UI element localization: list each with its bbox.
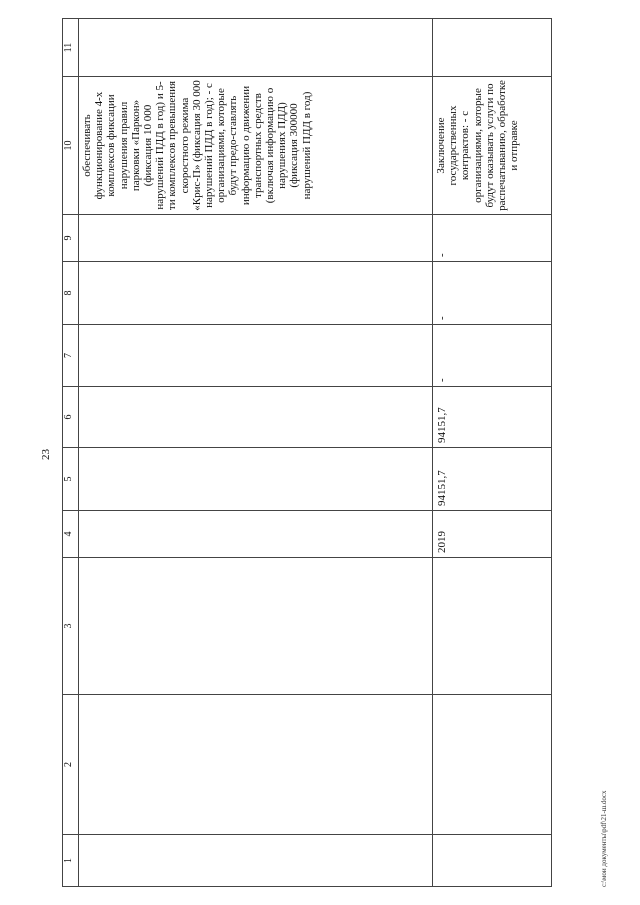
row2-total: 94151,7 (436, 470, 448, 506)
table-row (433, 19, 552, 887)
row1-cell-11 (79, 19, 433, 77)
row1-cell-1 (79, 835, 433, 887)
row1-cell-9 (79, 215, 433, 262)
row2-cell-2 (433, 695, 552, 835)
column-number-9: 9 (63, 215, 79, 262)
row2-cell-11 (433, 19, 552, 77)
row1-cell-4 (79, 511, 433, 558)
row1-cell-6 (79, 387, 433, 448)
row1-cell-5 (79, 448, 433, 511)
row2-year: 2019 (436, 531, 448, 553)
row2-total-cell (433, 448, 552, 511)
column-number-11: 11 (63, 19, 79, 77)
row2-budget-cell (433, 387, 552, 448)
row1-cell-3 (79, 558, 433, 695)
row1-cell-2 (79, 695, 433, 835)
column-number-4: 4 (63, 511, 79, 558)
row2-cell-1 (433, 835, 552, 887)
row1-cell-8 (79, 262, 433, 325)
program-table (62, 18, 552, 887)
row2-col7-dash: - (436, 378, 448, 382)
table-row (79, 19, 433, 887)
row2-col8-dash: - (436, 316, 448, 320)
row2-year-cell (433, 511, 552, 558)
row2-col7-cell (433, 325, 552, 387)
column-number-1: 1 (63, 835, 79, 887)
file-path-footer: c:\мои документы\pdf\21-ш.docx (600, 790, 608, 887)
row2-col9-cell (433, 215, 552, 262)
column-number-6: 6 (63, 387, 79, 448)
column-number-row (63, 19, 79, 887)
column-number-3: 3 (63, 558, 79, 695)
row1-measures-cell (79, 77, 433, 215)
column-number-8: 8 (63, 262, 79, 325)
row2-budget: 94151,7 (436, 407, 448, 443)
column-number-2: 2 (63, 695, 79, 835)
row2-measures-text: Заключение государственных контрактов: - с организациями, которые будут оказывать услуги по распечатыванию, обработке и отправке (435, 80, 521, 211)
row1-measures-text: обеспечивать функционирование 4-х комплексов фиксации нарушения правил парковки «Паркон» (фиксация 10 000 нарушений ПДД в год) и 5-ти комплексов превышения скоростного режима «Крис-П» (фиксация 30 000 нарушений ПДД в год); - с организациями, которые будут предо-ставлять информацию о движении транспортных средств (включая информацию о нарушениях ПДД) (фиксация 300000 нарушений ПДД в год) (81, 80, 313, 211)
column-number-7: 7 (63, 325, 79, 387)
row1-cell-7 (79, 325, 433, 387)
page-number: 23 (40, 449, 52, 460)
row2-cell-3 (433, 558, 552, 695)
row2-measures-cell (433, 77, 552, 215)
column-number-10: 10 (63, 77, 79, 215)
row2-col9-dash: - (436, 253, 448, 257)
row2-col8-cell (433, 262, 552, 325)
column-number-5: 5 (63, 448, 79, 511)
